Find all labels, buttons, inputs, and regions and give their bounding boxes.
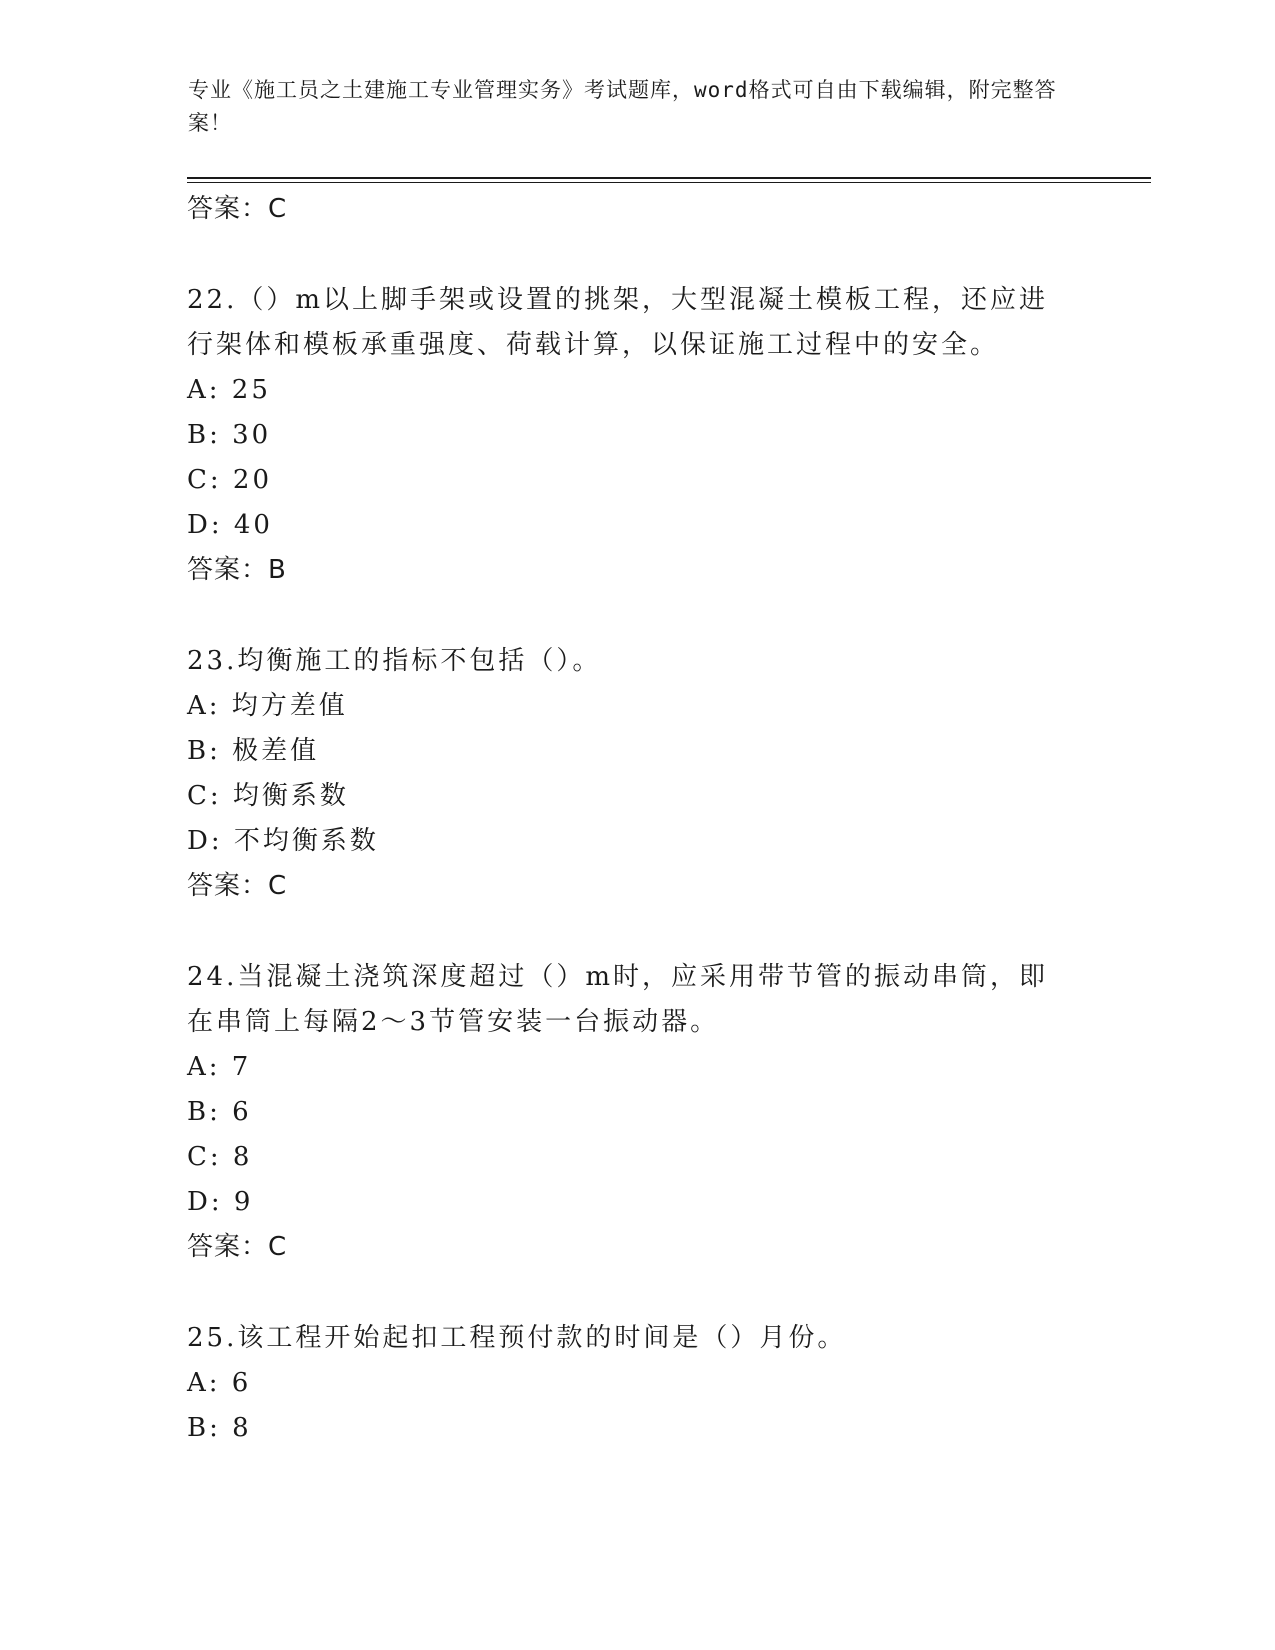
question-25-text: 25.该工程开始起扣工程预付款的时间是（）月份。 [187, 1323, 847, 1353]
question-23-option-a: A: 均方差值 [187, 691, 348, 721]
question-23-option-d: D: 不均衡系数 [187, 826, 379, 856]
question-22-option-b: B: 30 [187, 420, 272, 450]
question-list [187, 187, 1087, 1451]
question-24-option-c: C: 8 [187, 1142, 253, 1172]
question-25-option-b: B: 8 [187, 1413, 252, 1443]
question-22-option-c: C: 20 [187, 465, 273, 495]
header-divider-thin [187, 182, 1151, 183]
question-23-answer: 答案：C [187, 871, 288, 901]
question-22-text: 22.（）m以上脚手架或设置的挑架，大型混凝土模板工程，还应进行架体和模板承重强度、荷载计算，以保证施工过程中的安全。 [187, 285, 1049, 360]
question-22-option-a: A: 25 [187, 375, 271, 405]
page-header: 专业《施工员之土建施工专业管理实务》考试题库，word格式可自由下载编辑，附完整答案！ [188, 78, 1057, 135]
question-23-option-b: B: 极差值 [187, 736, 320, 766]
question-24-option-a: A: 7 [187, 1052, 252, 1082]
question-22-answer: 答案：B [187, 555, 287, 585]
question-24-text: 24.当混凝土浇筑深度超过（）m时，应采用带节管的振动串筒，即在串筒上每隔2～3节管安装一台振动器。 [187, 962, 1049, 1037]
question-24-answer: 答案：C [187, 1232, 288, 1262]
header-divider-thick [187, 177, 1151, 179]
question-25-option-a: A: 6 [187, 1368, 252, 1398]
question-24-option-d: D: 9 [187, 1187, 254, 1217]
answer-line: 答案：C [187, 194, 288, 224]
question-22-option-d: D: 40 [187, 510, 273, 540]
question-23-option-c: C: 均衡系数 [187, 781, 349, 811]
question-24-option-b: B: 6 [187, 1097, 252, 1127]
question-23-text: 23.均衡施工的指标不包括（）。 [187, 646, 602, 676]
